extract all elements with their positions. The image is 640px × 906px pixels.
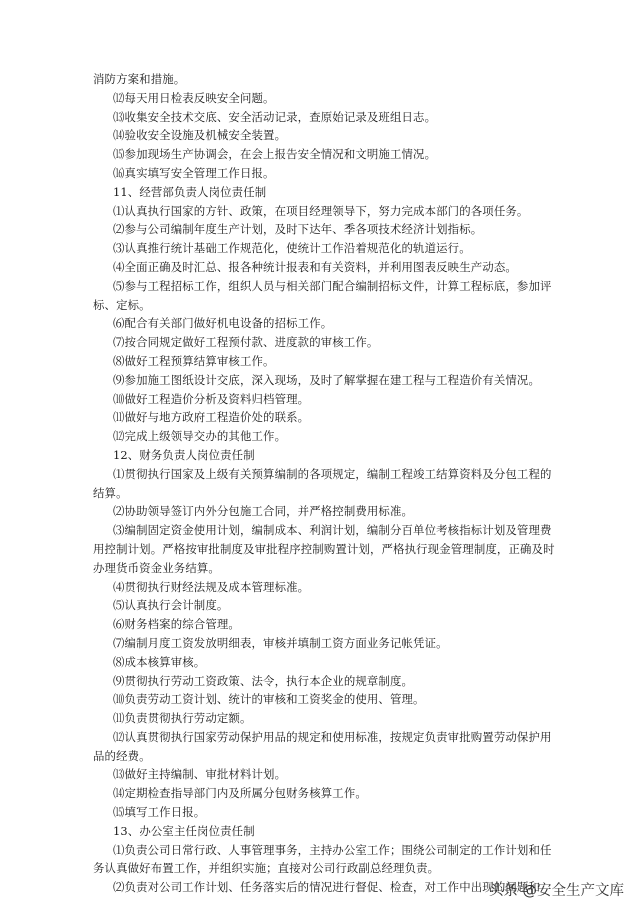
text-line: ⑷贯彻执行财经法规及成本管理标准。 — [113, 579, 310, 594]
text-line: ⑶认真推行统计基础工作规范化，使统计工作沿着规范化的轨道运行。 — [113, 241, 471, 256]
text-line: ⑽负责劳动工资计划、统计的审核和工资奖金的使用、管理。 — [113, 692, 425, 707]
text-line: ⒁定期检查指导部门内及所属分包财务核算工作。 — [113, 786, 367, 801]
text-paragraph: ⑴贯彻执行国家及上级有关预算编制的各项规定，编制工程竣工结算资料及分包工程的结算。 — [93, 466, 552, 500]
text-line: ⒁验收安全设施及机械安全装置。 — [113, 128, 287, 143]
text-line: ⒀收集安全技术交底、安全活动记录，查原始记录及班组日志。 — [113, 109, 437, 124]
text-line: ⑹财务档案的综合管理。 — [113, 617, 240, 632]
text-line: ⑼贯彻执行劳动工资政策、法令，执行本企业的规章制度。 — [113, 673, 414, 688]
text-line: ⒃真实填写安全管理工作日报。 — [113, 165, 275, 180]
text-line: ⑴认真执行国家的方针、政策，在项目经理领导下，努力完成本部门的各项任务。 — [113, 203, 529, 218]
text-line: ⒀做好主持编制、审批材料计划。 — [113, 767, 287, 782]
text-line: ⑺按合同规定做好工程预付款、进度款的审核工作。 — [113, 335, 379, 350]
text-line: ⑿每天用日检表反映安全问题。 — [113, 90, 275, 105]
watermark-label: 头条 @安全生产文库 — [488, 883, 624, 899]
text-line: ⑾做好与地方政府工程造价处的联系。 — [113, 410, 310, 425]
text-line: ⒂填写工作日报。 — [113, 805, 206, 820]
text-line: ⑹配合有关部门做好机电设备的招标工作。 — [113, 316, 333, 331]
text-line: ⑵协助领导签订内外分包施工合同，并严格控制费用标准。 — [113, 504, 414, 519]
text-line: ⒂参加现场生产协调会，在会上报告安全情况和文明施工情况。 — [113, 147, 437, 162]
section-heading: 13、办公室主任岗位责任制 — [113, 823, 255, 838]
text-line: ⑿完成上级领导交办的其他工作。 — [113, 429, 287, 444]
text-paragraph: ⑸参与工程招标工作，组织人员与相关部门配合编制招标文件，计算工程标底，参加评标、定标。 — [93, 278, 552, 312]
text-line: ⑻做好工程预算结算审核工作。 — [113, 353, 275, 368]
document-body — [93, 70, 555, 897]
text-paragraph: ⑶编制固定资金使用计划，编制成本、利润计划，编制分百单位考核指标计划及管理费用控制计划。严格按审批制度及审批程序控制购置计划，严格执行现金管理制度，正确及时办理货币资金业务结算。 — [93, 523, 555, 575]
text-paragraph: ⑴负责公司日常行政、人事管理事务，主持办公室工作；围绕公司制定的工作计划和任务认真做好布置工作，并组织实施；直接对公司行政副总经理负责。 — [93, 842, 552, 876]
text-line: ⑵参与公司编制年度生产计划，及时下达年、季各项技术经济计划指标。 — [113, 222, 483, 237]
section-heading: 12、财务负责人岗位责任制 — [113, 447, 255, 462]
text-line: ⑷全面正确及时汇总、报各种统计报表和有关资料，并利用图表反映生产动态。 — [113, 259, 517, 274]
section-heading: 11、经营部负责人岗位责任制 — [113, 184, 267, 199]
text-line: ⑸认真执行会计制度。 — [113, 598, 229, 613]
text-line: 消防方案和措施。 — [93, 72, 186, 86]
text-line: ⑻成本核算审核。 — [113, 654, 206, 669]
text-line: ⑼参加施工图纸设计交底，深入现场，及时了解掌握在建工程与工程造价有关情况。 — [113, 372, 541, 387]
text-line: ⑾负责贯彻执行劳动定额。 — [113, 711, 252, 726]
text-line: ⑵负责对公司工作计划、任务落实后的情况进行督促、检查，对工作中出现的问题和 — [113, 880, 541, 895]
text-line: ⑺编制月度工资发放明细表，审核并填制工资方面业务记帐凭证。 — [113, 635, 448, 650]
text-line: ⑽做好工程造价分析及资料归档管理。 — [113, 391, 310, 406]
text-paragraph: ⑿认真贯彻执行国家劳动保护用品的规定和使用标准，按规定负责审批购置劳动保护用品的经费。 — [93, 729, 552, 763]
